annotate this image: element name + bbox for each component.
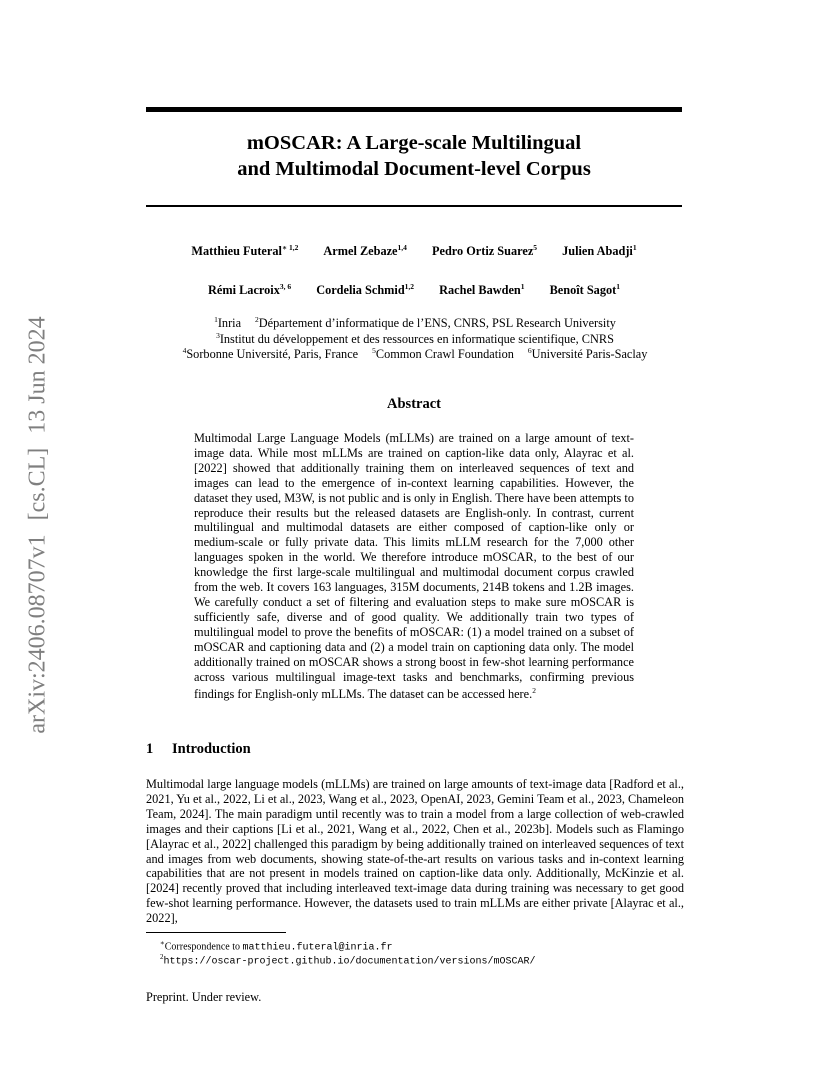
title-line-1: mOSCAR: A Large-scale Multilingual <box>246 132 582 154</box>
paper-title <box>146 130 682 182</box>
dataset-url-link[interactable]: https://oscar-project.github.io/documentation/versions/mOSCAR/ <box>163 956 536 968</box>
introduction-paragraph: Multimodal large language models (mLLMs) are trained on large amounts of text-image data [Radford et al., 2021, Yu et al., 2022, Li et al., 2023, Wang et al., 2023, OpenAI, 2023, Gemini Team et al., 2023, Chameleon Team, 2024]. The main paradigm until recently was to train a model from a large collection of web-crawled images and their captions [Li et al., 2021, Wang et al., 2022, Chen et al., 2023b]. Models such as Flamingo [Alayrac et al., 2022] challenged this paradigm by being additionally trained on interleaved sequences of text and images from web documents, showing state-of-the-art results on various tasks and in-context learning capabilities that are not present in models trained on caption-like data only. Additionally, McKinzie et al. [2024] recently proved that including interleaved text-image data during training was necessary to get good few-shot learning performance. However, the datasets used to train mLLMs are either private [Alayrac et al., 2022], <box>146 777 684 926</box>
arxiv-category: [cs.CL] <box>24 447 51 521</box>
authors-row-2 <box>146 282 682 298</box>
author: Rachel Bawden$^1$ <box>439 282 525 298</box>
abstract-body: Multimodal Large Language Models (mLLMs) are trained on a large amount of text-image data. While most mLLMs are trained on caption-like data only, Alayrac et al. [2022] showed that additionally training them on interleaved sequences of text and images can lead to the emergence of in-context learning capabilities. However, the dataset they used, M3W, is not public and is only in English. There have been attempts to reproduce their results but the released datasets are English-only. In contrast, current multilingual and multimodal datasets are either composed of caption-like only or medium-scale or fully private data. This limits mLLM research for the 7,000 other languages spoken in the world. We therefore introduce mOSCAR, to the best of our knowledge the first large-scale multilingual and multimodal document corpus crawled from the web. It covers 163 languages, 315M documents, 214B tokens and 1.2B images. We carefully conduct a set of filtering and evaluation steps to make sure mOSCAR is sufficiently safe, diverse and of good quality. We additionally train two types of multilingual model to prove the benefits of mOSCAR: (1) a model trained on a subset of mOSCAR and captioning data and (2) a model train on captioning data only. The model additionally trained on mOSCAR shows a strong boost in few-shot learning performance across various multilingual image-text tasks and benchmarks, confirming previous findings for English-only mLLMs. The dataset can be accessed here.$^2$ <box>194 431 634 702</box>
author: Benoît Sagot$^1$ <box>549 282 620 298</box>
affiliation: $^1$Inria <box>214 315 242 331</box>
footnote-marker: 2 <box>532 686 536 696</box>
section-number: 1 <box>146 741 154 757</box>
footnote-rule <box>146 932 286 933</box>
title-line-2: and Multimodal Document-level Corpus <box>237 158 591 180</box>
author: Rémi Lacroix$^{3, 6}$ <box>208 282 292 298</box>
affiliation: $^6$Université Paris-Saclay <box>527 346 648 362</box>
affiliation: $^3$Institut du développement et des ressources en informatique scientifique, CNRS <box>216 331 614 347</box>
author: Pedro Ortiz Suarez$^5$ <box>431 243 538 259</box>
title-bottom-rule <box>146 205 682 207</box>
correspondence-email[interactable]: matthieu.futeral@inria.fr <box>242 942 393 954</box>
arxiv-id: arXiv:2406.08707v1 <box>24 534 51 734</box>
author: Cordelia Schmid$^{1,2}$ <box>316 282 415 298</box>
title-top-rule <box>146 107 682 112</box>
section-title: Introduction <box>172 741 251 757</box>
affiliation: $^4$Sorbonne Université, Paris, France <box>182 346 359 362</box>
author: Armel Zebaze$^{1,4}$ <box>323 243 407 259</box>
footnote-1: ∗Correspondence to matthieu.futeral@inria.fr <box>160 939 393 954</box>
arxiv-stamp <box>25 316 52 733</box>
arxiv-date: 13 Jun 2024 <box>24 316 51 434</box>
affiliations-line-3 <box>120 343 710 363</box>
affiliation: $^5$Common Crawl Foundation <box>372 346 514 362</box>
preprint-note: Preprint. Under review. <box>146 990 262 1004</box>
author: Julien Abadji$^1$ <box>562 243 637 259</box>
author: Matthieu Futeral$^{∗ 1,2}$ <box>191 243 299 259</box>
abstract-heading: Abstract <box>387 396 441 412</box>
section-heading <box>146 741 251 758</box>
footnote-2: $^2$https://oscar-project.github.io/documentation/versions/mOSCAR/ <box>160 953 536 968</box>
authors-row-1 <box>146 243 682 259</box>
affiliation: $^2$Département d’informatique de l’ENS, CNRS, PSL Research University <box>255 315 616 331</box>
